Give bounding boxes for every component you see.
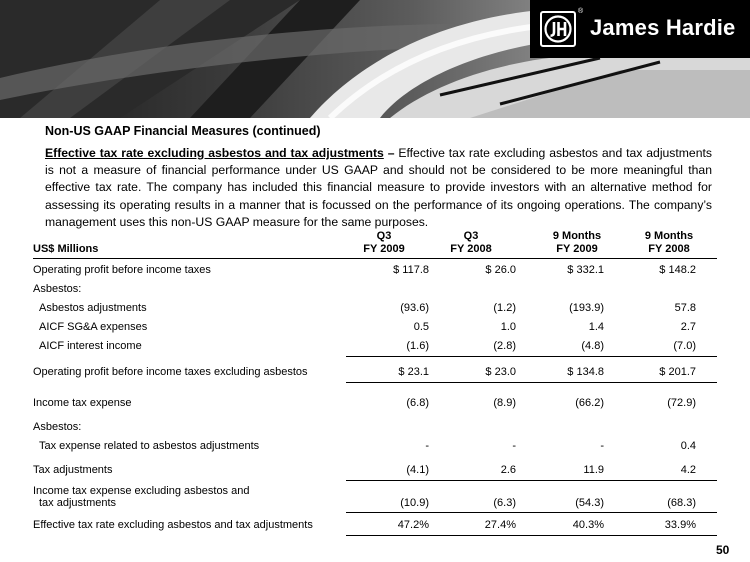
subtotal-rule	[346, 512, 717, 513]
page-title: Non-US GAAP Financial Measures (continued)	[45, 124, 321, 138]
cell-value: (1.6)	[406, 340, 429, 352]
intro-dash: –	[383, 146, 399, 160]
registered-mark: ®	[578, 8, 584, 15]
column-header-line2: FY 2009	[363, 243, 405, 255]
column-header-line1: 9 Months	[644, 230, 694, 242]
cell-value: (72.9)	[667, 397, 696, 409]
row-label: Tax expense related to asbestos adjustments	[39, 440, 260, 452]
header-banner	[0, 0, 750, 118]
row-label-continued: tax adjustments	[39, 497, 117, 509]
row-label: AICF SG&A expenses	[39, 321, 148, 333]
column-header-line1: Q3	[376, 230, 392, 242]
jh-monogram-icon	[540, 11, 576, 47]
cell-value: (7.0)	[673, 340, 696, 352]
cell-value: 57.8	[674, 302, 696, 314]
column-header	[532, 230, 622, 256]
row-label: Effective tax rate excluding asbestos and tax adjustments	[33, 519, 313, 531]
column-header-line1: 9 Months	[552, 230, 602, 242]
cell-value: (2.8)	[493, 340, 516, 352]
cell-value: (8.9)	[493, 397, 516, 409]
intro-lead: Effective tax rate excluding asbestos and tax adjustments	[45, 146, 384, 160]
table-row	[33, 366, 717, 380]
total-rule	[346, 535, 717, 536]
table-row	[33, 421, 717, 435]
row-label: Asbestos adjustments	[39, 302, 147, 314]
intro-body: Effective tax rate excluding asbestos and tax adjustments is not a measure of financial performance under US GAAP and should not be considered to be more meaningful than effective tax rate. The company has included this financial measure to provide investors with an alternative method for assessing its operating results in a manner that is focussed on the performance of its ongoing operations. The company’s management uses this non-US GAAP measure for the same purposes.	[45, 146, 712, 229]
cell-value: $ 148.2	[659, 264, 696, 276]
subtotal-rule	[346, 356, 717, 357]
table-row	[33, 340, 717, 354]
table-row	[33, 485, 717, 513]
subtotal-rule	[346, 480, 717, 481]
cell-value: (1.2)	[493, 302, 516, 314]
cell-value: (193.9)	[569, 302, 604, 314]
table-row	[33, 440, 717, 454]
cell-value: 0.5	[413, 321, 429, 333]
table-row	[33, 302, 717, 316]
intro-paragraph	[45, 145, 712, 231]
brand-logo	[530, 0, 750, 58]
cell-value: (66.2)	[575, 397, 604, 409]
column-header-line2: FY 2008	[450, 243, 492, 255]
cell-value: $ 26.0	[485, 264, 516, 276]
cell-value: 47.2%	[397, 519, 429, 531]
row-label: Operating profit before income taxes excluding asbestos	[33, 366, 308, 378]
cell-value: 40.3%	[572, 519, 604, 531]
table-row	[33, 283, 717, 297]
row-label: Asbestos:	[33, 421, 82, 433]
cell-value: (93.6)	[400, 302, 429, 314]
cell-value: 11.9	[583, 464, 604, 476]
cell-value: 2.6	[500, 464, 516, 476]
cell-value: (54.3)	[575, 497, 604, 509]
header-rule	[33, 258, 717, 259]
cell-value: $ 332.1	[567, 264, 604, 276]
cell-value: (6.3)	[493, 497, 516, 509]
cell-value: (10.9)	[400, 497, 429, 509]
cell-value: $ 23.0	[485, 366, 516, 378]
column-header	[426, 230, 516, 256]
cell-value: 4.2	[680, 464, 696, 476]
row-label: Income tax expense	[33, 397, 132, 409]
cell-value: -	[425, 440, 429, 452]
row-label: Operating profit before income taxes	[33, 264, 211, 276]
cell-value: -	[512, 440, 516, 452]
cell-value: 33.9%	[664, 519, 696, 531]
cell-value: (4.8)	[581, 340, 604, 352]
column-header-line2: FY 2008	[648, 243, 690, 255]
cell-value: 2.7	[680, 321, 696, 333]
cell-value: 1.4	[588, 321, 604, 333]
cell-value: -	[600, 440, 604, 452]
page-number: 50	[716, 543, 730, 557]
cell-value: $ 117.8	[393, 264, 429, 276]
total-rule	[346, 382, 717, 383]
cell-value: 27.4%	[484, 519, 516, 531]
row-label: Tax adjustments	[33, 464, 113, 476]
row-label: Income tax expense excluding asbestos and	[33, 485, 250, 497]
table-row	[33, 264, 717, 278]
table-row	[33, 321, 717, 335]
table-row	[33, 519, 717, 533]
cell-value: $ 134.8	[567, 366, 604, 378]
cell-value: $ 23.1	[398, 366, 429, 378]
cell-value: $ 201.7	[659, 366, 696, 378]
cell-value: (68.3)	[667, 497, 696, 509]
row-label: AICF interest income	[39, 340, 142, 352]
cell-value: (6.8)	[406, 397, 429, 409]
units-label: US$ Millions	[33, 243, 99, 255]
column-header-line2: FY 2009	[556, 243, 598, 255]
cell-value: 1.0	[500, 321, 516, 333]
row-label: Asbestos:	[33, 283, 82, 295]
table-row	[33, 397, 717, 411]
column-header-line1: Q3	[463, 230, 479, 242]
brand-name: James Hardie	[590, 15, 736, 40]
table-row	[33, 464, 717, 478]
column-header	[624, 230, 714, 256]
cell-value: (4.1)	[406, 464, 429, 476]
cell-value: 0.4	[680, 440, 696, 452]
column-header	[339, 230, 429, 256]
